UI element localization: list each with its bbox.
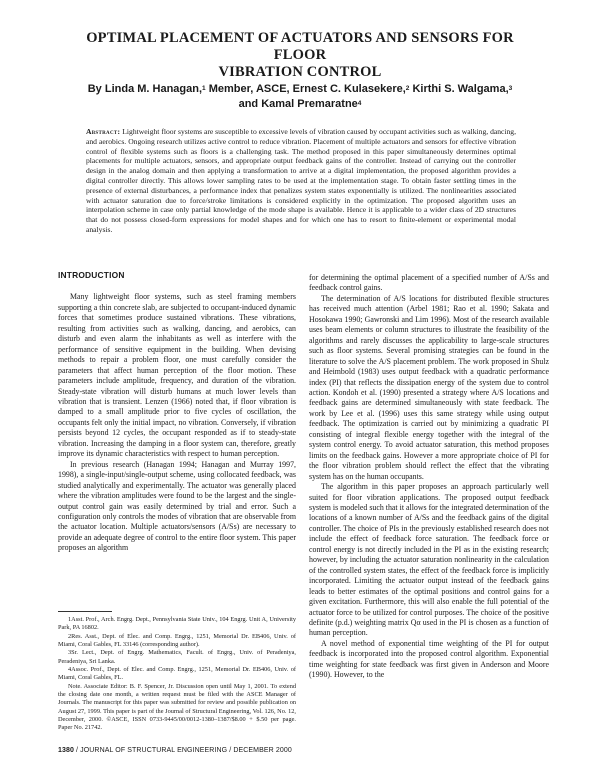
section-heading-introduction: INTRODUCTION bbox=[58, 270, 125, 280]
abstract bbox=[86, 127, 516, 235]
author-premaratne: and Kamal Premaratne bbox=[238, 98, 358, 110]
body-paragraph: The determination of A/S locations for distributed flexible structures has received much attention (Arbel 1981; Rao et al. 1990; Sakata and Hosokawa 1990; Gawronski and Lim 1996). Most of the research available uses beam elements or column structures to illustrate the feasibility of the algorithms and rarely discusses the applicability to large-scale structures such as floor systems. Several promising strategies can be found in the literature to solve the A/S placement problem. The work proposed in Shulz and Heimbold (1983) uses output feedback with a quadratic performance index (PI) that reflects the dissipation energy of the system due to control action. Kondoh et al. (1990) presented a strategy where A/S locations and feedback gains are determined simultaneously with state feedback. The work by Lee et al. (1996) uses this same strategy while using output feedback. The optimization is carried out by minimizing a quadratic PI consisting of integral flexible energy together with the integral of the system control energy. To avoid actuator saturation, this method proposes limits on the feedback gains. However a more appropriate choice of PI for the floor vibration problem should reflect the effect that the vibrating system has on the human occupants. bbox=[309, 293, 549, 481]
affil-mark-3: 3 bbox=[508, 85, 513, 92]
author-kulasekere: Member, ASCE, Ernest C. Kulasekere, bbox=[205, 83, 406, 95]
body-paragraph: for determining the optimal placement of a specified number of A/Ss and feedback control gains. bbox=[309, 273, 549, 293]
author-hanagan: By Linda M. Hanagan, bbox=[87, 83, 203, 95]
body-paragraph: A novel method of exponential time weighting of the PI for output feedback is incorporated into the proposed control algorithm. Exponential time weighting for state feedback was first given in Anderson and Moore (1990). However, to the bbox=[309, 638, 549, 680]
footnote-rule bbox=[58, 611, 112, 612]
footnote-2: 2Res. Asst., Dept. of Elec. and Comp. Engrg., 1251, Memorial Dr. EB406, Univ. of Miami, Coral Gables, FL 33146 (corresponding author). bbox=[58, 632, 296, 649]
affil-mark-1: 1 bbox=[202, 85, 206, 92]
body-paragraph: Many lightweight floor systems, such as steel framing members supporting a thin concrete slab, are subjected to occupant-induced dynamic forces that sometimes produce sustained vibrations. These vibrations, resulting from activities such as walking, dancing, and aerobics, can disturb and even alarm the inhabitants as well as interfere with the performance of sensitive equipment in the building. When devising methods to repair a problem floor, one must carefully consider the parameters that affect human perception of the floor motion. These parameters include amplitude, frequency, and duration of the vibration. Steady-state vibration will disturb humans at much lower levels than vibration that is transient. Lenzen (1966) noted that, if floor vibration is damped to a small amplitude prior to five cycles of oscillation, the occupants felt only the initial impact, no vibration. Conversely, if vibration persists beyond 12 cycles, the occupant responded as if to steady-state vibration. Increasing the damping in a floor system can, therefore, greatly improve its dynamic characteristics with respect to human perception. bbox=[58, 292, 296, 459]
journal-running-footer: / JOURNAL OF STRUCTURAL ENGINEERING / DECEMBER 2000 bbox=[73, 747, 292, 754]
editorial-note: Note. Associate Editor: B. F. Spencer, Jr. Discussion open until May 1, 2001. To extend the closing date one month, a written request must be filed with the ASCE Manager of Journals. The manuscript for this paper was submitted for review and possible publication on August 27, 1999. This paper is part of the Journal of Structural Engineering, Vol. 126, No. 12, December, 2000. ©ASCE, ISSN 0733-9445/00/0012-1380–1387/$8.00 + $.50 per page. Paper No. 21742. bbox=[58, 682, 296, 732]
body-paragraph: In previous research (Hanagan 1994; Hanagan and Murray 1997, 1998), a single-input/single-output scheme, using collocated feedback, was studied analytically and experimentally. The actuator was generally placed where the vibration amplitudes were found to be the largest and the single-output control gain was easily determined by trial and error. Such a configuration only controls the modes of vibration that are observable from the actuator location. Multiple actuators/sensors (A/Ss) are necessary to provide an adequate degree of control to the entire floor system. This paper proposes an algorithm bbox=[58, 459, 296, 553]
body-paragraph: The algorithm in this paper proposes an approach particularly well suited for floor vibration applications. The proposed output feedback system is modeled such that it allows for the integrated determination of the locations of a known number of A/Ss and the feedback gains of the digital controller. The choice of PIs in the previously established research does not include the effect of feedback force saturation. The feedback force or control energy is not directly included in the PI as in the existing research; however, by including the actuator saturation nonlinearity in the calculation of the controlled system states, the effect of the feedback force is implicitly incorporated. Limiting the actuator output instead of the feedback gains leads to better estimates of the optimal positions and control gains for a given excitation. Furthermore, this will also enable the full potential of the actuator force to be utilized for control purposes. The choice of the positive definite (p.d.) weighting matrix Qα used in the PI is chosen as a function of human perception. bbox=[309, 482, 549, 638]
footnote-3: 3Sr. Lect., Dept. of Engrg. Mathematics, Facult. of Engrg., Univ. of Peradeniya, Peradeniya, Sri Lanka. bbox=[58, 649, 296, 665]
title-line-2: VIBRATION CONTROL bbox=[218, 64, 382, 80]
abstract-text: Lightweight floor systems are susceptible to excessive levels of vibration caused by occupant activities such as walking, dancing, and aerobics. Ongoing research utilizes active control to reduce vibration. Placement of multiple actuators and sensors for effective vibration control of flexible systems such as floors is a challenging task. The method proposed in this paper simultaneously determines optimal placements for multiple actuators, sensors, and appropriate output feedback gains of the controller. Instead of carrying out the controller design in the analog domain and then applying a transformation to arrive at a digital implementation, the proposed algorithm provides a digital controller directly. This allows lower sampling rates to be used at the implementation stage. To obtain faster settling times in the presence of external disturbances, a performance index that penalizes system states exponentially is utilized. The nonlinearities associated with actuator saturation due to force/stroke limitations is considered explicitly in the optimization. The proposed algorithm uses an interpolation scheme in case only partial knowledge of the mode shape is available. Hence it is applicable to a wider class of 2D structures that do not possess closed-form expressions for model shapes and for which one has to resort to finite-element or experimental modal analysis. bbox=[86, 127, 517, 234]
footnotes bbox=[58, 616, 296, 733]
affil-mark-4: 4 bbox=[357, 100, 362, 107]
author-line-2 bbox=[80, 97, 520, 112]
abstract-label: Abstract: bbox=[86, 127, 121, 136]
footnote-4: 4Assoc. Prof., Dept. of Elec. and Comp. Engrg., 1251, Memorial Dr. EB406, Univ. of Miami, Coral Gables, FL. bbox=[58, 666, 296, 682]
title-line-1: OPTIMAL PLACEMENT OF ACTUATORS AND SENSORS FOR FLOOR bbox=[86, 30, 514, 63]
author-line-1 bbox=[80, 82, 520, 97]
left-column bbox=[58, 270, 296, 554]
author-walgama: Kirthi S. Walgama, bbox=[409, 83, 509, 95]
paper-title bbox=[70, 30, 530, 81]
footnote-1: 1Asst. Prof., Arch. Engrg. Dept., Pennsylvania State Univ., 104 Engrg. Unit A, University Park, PA 16802. bbox=[58, 616, 296, 632]
affil-mark-2: 2 bbox=[405, 85, 410, 92]
author-list bbox=[80, 82, 520, 112]
page-footer bbox=[58, 747, 292, 754]
right-column bbox=[309, 273, 549, 681]
page-number: 1380 bbox=[58, 747, 74, 754]
